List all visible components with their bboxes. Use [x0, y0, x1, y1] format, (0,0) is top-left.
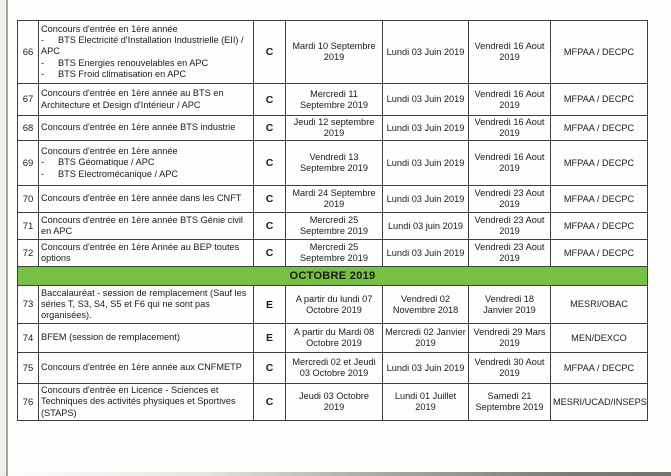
- date-2-cell: Vendredi 02 Novembre 2018: [383, 286, 469, 324]
- description-text: Concours d'entrée en 1ère année: [41, 23, 178, 34]
- exam-date-cell: A partir du Mardi 08 Octobre 2019: [286, 324, 383, 353]
- row-number-cell: 67: [18, 84, 39, 116]
- organization-cell: MFPAA / DECPC: [551, 240, 648, 267]
- description-cell: [39, 141, 254, 186]
- description-text: Concours d'entrée en 1ère année aux CNFMETP: [41, 362, 242, 373]
- exam-date-cell: Mercredi 25 Septembre 2019: [286, 240, 383, 267]
- date-2-cell: Lundi 01 Juillet 2019: [383, 384, 469, 421]
- description-cell: [39, 84, 254, 116]
- description-bullet: [41, 35, 251, 58]
- table-body: [18, 21, 648, 421]
- organization-cell: MFPAA / DECPC: [551, 84, 648, 116]
- exam-date-cell: Jeudi 03 Octobre 2019: [286, 384, 383, 421]
- bullet-dash-icon: -: [41, 168, 45, 179]
- exam-date-cell: Mardi 24 Septembre 2019: [286, 186, 383, 213]
- table-row: [18, 21, 648, 84]
- description-cell: [39, 286, 254, 324]
- date-2-cell: Lundi 03 Juin 2019: [383, 186, 469, 213]
- exam-schedule-table: [17, 20, 648, 421]
- organization-cell: MEN/DEXCO: [551, 324, 648, 353]
- date-3-cell: Vendredi 23 Aout 2019: [469, 240, 551, 267]
- date-3-cell: Vendredi 23 Aout 2019: [469, 213, 551, 240]
- description-text: Concours d'entrée en Licence - Sciences et Techniques des activités physiques et Sportives (STAPS): [41, 385, 236, 418]
- bullet-text: BTS Energies renouvelables en APC: [58, 57, 209, 68]
- description-text: Concours d'entrée en 1ère année BTS Génie civil en APC: [41, 214, 243, 236]
- description-cell: [39, 353, 254, 384]
- description-cell: [39, 213, 254, 240]
- table-row: [18, 213, 648, 240]
- bullet-dash-icon: -: [41, 157, 45, 168]
- description-bullet: [41, 69, 251, 80]
- organization-cell: MFPAA / DECPC: [551, 141, 648, 186]
- date-2-cell: Mercredi 02 Janvier 2019: [383, 324, 469, 353]
- exam-type-cell: C: [254, 384, 286, 421]
- row-number-cell: 76: [18, 384, 39, 421]
- bullet-text: BTS Electricité d'Installation Industrielle (EII) / APC: [41, 35, 244, 57]
- bullet-text: BTS Froid climatisation en APC: [58, 68, 187, 79]
- table-row: [18, 384, 648, 421]
- date-2-cell: Lundi 03 juin 2019: [383, 213, 469, 240]
- description-cell: [39, 21, 254, 84]
- exam-date-cell: Jeudi 12 septembre 2019: [286, 116, 383, 141]
- exam-type-cell: C: [254, 84, 286, 116]
- description-text: Baccalauréat - session de remplacement (Sauf les séries T, S3, S4, S5 et F6 qui ne sont pas organisées).: [41, 287, 247, 321]
- table-row: [18, 324, 648, 353]
- date-3-cell: Samedi 21 Septembre 2019: [469, 384, 551, 421]
- table-row: [18, 141, 648, 186]
- description-bullet: [41, 169, 251, 180]
- date-3-cell: Vendredi 29 Mars 2019: [469, 324, 551, 353]
- exam-type-cell: C: [254, 116, 286, 141]
- description-cell: [39, 324, 254, 353]
- month-section-header: OCTOBRE 2019: [18, 267, 648, 286]
- table-row: [18, 186, 648, 213]
- organization-cell: MFPAA / DECPC: [551, 213, 648, 240]
- row-number-cell: 69: [18, 141, 39, 186]
- exam-type-cell: C: [254, 21, 286, 84]
- date-3-cell: Vendredi 23 Aout 2019: [469, 186, 551, 213]
- date-2-cell: Lundi 03 Juin 2019: [383, 141, 469, 186]
- description-text: Concours d'entrée en 1ère Année au BEP toutes options: [41, 241, 240, 263]
- description-cell: [39, 384, 254, 421]
- table-row: [18, 240, 648, 267]
- table-row: [18, 286, 648, 324]
- row-number-cell: 68: [18, 116, 39, 141]
- description-cell: [39, 116, 254, 141]
- description-text: Concours d'entrée en 1ère année: [41, 146, 178, 157]
- table-row: [18, 353, 648, 384]
- table-row: [18, 84, 648, 116]
- exam-type-cell: E: [254, 324, 286, 353]
- description-bullet: [41, 58, 251, 69]
- exam-type-cell: C: [254, 186, 286, 213]
- row-number-cell: 74: [18, 324, 39, 353]
- description-bullet: [41, 157, 251, 168]
- date-2-cell: Lundi 03 Juin 2019: [383, 240, 469, 267]
- organization-cell: MESRI/UCAD/INSEPS: [551, 384, 648, 421]
- organization-cell: MFPAA / DECPC: [551, 21, 648, 84]
- description-text: BFEM (session de remplacement): [41, 332, 180, 343]
- exam-date-cell: A partir du lundi 07 Octobre 2019: [286, 286, 383, 324]
- description-text: Concours d'entrée en 1ère année au BTS en Architecture et Design d'Intérieur / APC: [41, 88, 224, 110]
- bullet-dash-icon: -: [41, 57, 45, 68]
- date-3-cell: Vendredi 16 Aout 2019: [469, 21, 551, 84]
- exam-date-cell: Mercredi 11 Septembre 2019: [286, 84, 383, 116]
- organization-cell: MESRI/OBAC: [551, 286, 648, 324]
- bullet-text: BTS Géomatique / APC: [58, 157, 155, 168]
- bullet-dash-icon: -: [41, 68, 45, 79]
- date-2-cell: Lundi 03 Juin 2019: [383, 21, 469, 84]
- description-text: Concours d'entrée en 1ère année BTS industrie: [41, 122, 236, 133]
- description-cell: [39, 186, 254, 213]
- exam-date-cell: Mercredi 25 Septembre 2019: [286, 213, 383, 240]
- date-3-cell: Vendredi 16 Aout 2019: [469, 116, 551, 141]
- date-2-cell: Lundi 03 Juin 2019: [383, 84, 469, 116]
- exam-date-cell: Vendredi 13 Septembre 2019: [286, 141, 383, 186]
- row-number-cell: 75: [18, 353, 39, 384]
- organization-cell: MFPAA / DECPC: [551, 353, 648, 384]
- table-row: [18, 116, 648, 141]
- date-3-cell: Vendredi 30 Aout 2019: [469, 353, 551, 384]
- date-3-cell: Vendredi 16 Aout 2019: [469, 141, 551, 186]
- row-number-cell: 70: [18, 186, 39, 213]
- row-number-cell: 66: [18, 21, 39, 84]
- exam-type-cell: C: [254, 141, 286, 186]
- exam-type-cell: C: [254, 353, 286, 384]
- date-2-cell: Lundi 03 Juin 2019: [383, 353, 469, 384]
- organization-cell: MFPAA / DECPC: [551, 116, 648, 141]
- date-2-cell: Lundi 03 Juin 2019: [383, 116, 469, 141]
- row-number-cell: 73: [18, 286, 39, 324]
- organization-cell: MFPAA / DECPC: [551, 186, 648, 213]
- bullet-text: BTS Electromécanique / APC: [58, 168, 179, 179]
- description-cell: [39, 240, 254, 267]
- scan-bottom-edge: [0, 472, 671, 476]
- date-3-cell: Vendredi 16 Aout 2019: [469, 84, 551, 116]
- row-number-cell: 72: [18, 240, 39, 267]
- date-3-cell: Vendredi 18 Janvier 2019: [469, 286, 551, 324]
- exam-type-cell: C: [254, 240, 286, 267]
- exam-date-cell: Mardi 10 Septembre 2019: [286, 21, 383, 84]
- exam-type-cell: C: [254, 213, 286, 240]
- description-text: Concours d'entrée en 1ère année dans les CNFT: [41, 193, 242, 204]
- bullet-dash-icon: -: [41, 35, 45, 46]
- exam-date-cell: Mercredi 02 et Jeudi 03 Octobre 2019: [286, 353, 383, 384]
- exam-type-cell: E: [254, 286, 286, 324]
- row-number-cell: 71: [18, 213, 39, 240]
- scan-left-edge: [6, 0, 8, 476]
- month-section-row: [18, 267, 648, 286]
